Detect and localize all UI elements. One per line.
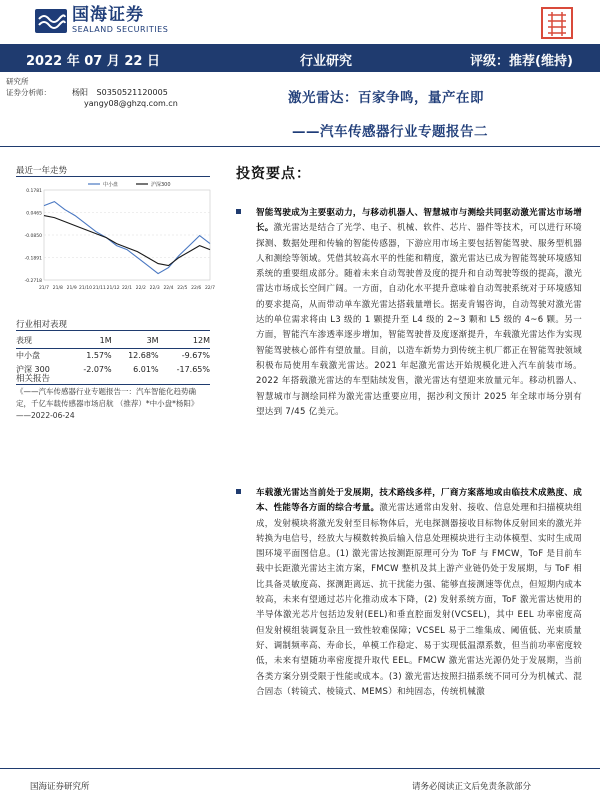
series-line-2 [44,216,210,266]
y-tick-label: -0.0850 [24,234,42,239]
x-tick-label: 22/1 [121,286,133,291]
y-tick-label: -0.1891 [24,256,42,262]
header-banner [0,44,600,72]
x-tick-label: 22/5 [177,286,188,291]
x-tick-label: 21/7 [38,286,50,291]
table-cell: 沪深 300 [16,364,50,374]
x-tick-label: 21/9 [66,286,77,291]
table-header-row [16,334,210,348]
seal-stamp-icon [540,6,574,40]
performance-heading: 行业相对表现 [16,320,68,330]
footer-disclaimer[interactable]: 请务必阅读正文后免责条款部分 [412,782,532,792]
x-tick-label: 21/11 [92,286,106,291]
x-tick-label: 22/2 [135,286,146,291]
x-tick-label: 22/6 [191,286,202,291]
x-tick-label: 21/10 [79,286,92,291]
table-header-cell: 表现 [16,334,68,348]
section-title: 投资要点： [236,166,311,182]
related-heading: 相关报告 [16,374,51,384]
key-point-2 [236,486,582,700]
analyst-license: S0350521120005 [96,88,168,97]
bullet-icon [236,209,241,214]
table-header-cell: 1M [68,334,112,348]
x-tick-label: 22/4 [163,286,174,291]
trend-chart [14,174,214,296]
table-cell: 中小盘 [16,350,40,360]
analyst-meta [72,87,178,109]
related-report-link[interactable]: 《——汽车传感器行业专题报告一：汽车智能化趋势确定，千亿车载传感器市场启航 （推荐）*中小盘*杨阳》——2022-06-24 [16,387,199,420]
x-tick-label: 22/3 [149,286,160,291]
table-cell: 12.68% [128,350,159,360]
legend-label: 中小盘 [103,182,119,188]
analyst-email[interactable]: yangy08@ghzq.com.cn [84,99,178,108]
key-point-body: 激光雷达通常由发射、接收、信息处理和扫描模块组成，发射模块将激光发射至目标物体后，光电探测器接收目标物体反射回来的激光并转换为电信号，经放大与模数转换后输入信息处理模块进行主动体模型、实时生成周围环境平面图信息。(1) 激光雷达按测距原理可分为 ToF 与 FMCW，ToF 是目前车载中长距激光雷达主流方案，FMCW 整机及其上游产业链仍处于发展期，与 ToF 相比具备灵敏度高、探测距离远、抗干扰能力强、能够直接测速等优点，但短期内成本较高，未来有望通过芯片化推动成本下降，(2) 发射系统方面，ToF 激光雷达使用的半导体激光芯片包括边发射(EEL)和垂直腔面发射(VCSEL)，其中 EEL 功率密度高但发射模组装调复杂且一致性较难保障；VCSEL 易于二维集成、阈值低、光束质量好、调制频率高、寿命长，单模工作稳定、易于实现低温漂系数，但当前功率密度较低，未来有望随功率密度提升取代 EEL。FMCW 激光雷达光源仍处于发展期，当前各类方案分别受限于性能或成本。(3) 激光雷达按照扫描系统不同可分为机械式、混合固态（转镜式、棱镜式、MEMS）和纯固态，传统机械激 [256,503,583,697]
key-point-lead: 车载激光雷达当前处于发展期，技术路线多样，厂商方案落地或由临技术成熟度、成本、性能等各方面的综合考量。 [256,488,582,514]
key-point-1 [236,206,582,420]
report-rating: 评级：推荐(维持) [470,54,573,69]
table-header-cell: 12M [159,334,210,348]
footer-source: 国海证券研究所 [30,782,90,792]
key-point-body: 激光雷达是结合了光学、电子、机械、软件、芯片、器件等技术，可以进行环境探测、数据处理和传输的智能传感器，下游应用市场主要包括智能驾驶、服务型机器人和测绘等领域。凭借其较高水平的性能和精度，激光雷达已成为智能驾驶环境感知系统的重要组成部分。随着未来自动驾驶普及度的提升和自动驾驶等级的提高，激光雷达市场成长空间广阔。一方面，自动化水平提升意味着自动驾驶系统对于环境感知的要求提高，从而带动单车激光雷达搭载量增长。据麦肯锡咨询，自动驾驶对激光雷达的单位需求将由 L3 级的 1 颗提升至 L4 级的 2~3 颗和 L5 级的 4~6 颗。另一方面，智能汽车渗透率逐步增加，智能驾驶普及度逐渐提升，车载激光雷达作为实现智能驾驶核心部件有望放量。目前，以造车新势力到传统主机厂都正在智能驾驶领域积极布局使用车载激光雷达。2021 年起激光雷达开始规模化进入汽车前装市场。2022 年搭载激光雷达的车型陆续发售，激光雷达有望迎来放量元年。移动机器人、智慧城市与测绘同样为激光雷达重要应用，据沙利文预计 2025 年全球市场分别有望达到 7/45 亿美元。 [256,223,582,417]
x-tick-label: 22/7 [204,286,216,291]
analyst-name: 杨阳 [72,88,88,97]
title-divider [0,146,600,147]
related-heading-rule [16,384,210,385]
bullet-icon [236,489,241,494]
report-subtitle: ——汽车传感器行业专题报告二 [292,124,488,140]
analyst-roles [6,76,51,98]
y-tick-label: -0.2718 [24,279,42,284]
brand-name-en: SEALAND SECURITIES [72,25,169,34]
analyst-dept: 研究所 [6,77,29,86]
key-point-lead: 智能驾驶成为主要驱动力，与移动机器人、智慧城市与测绘共同驱动激光雷达市场增长。 [256,208,582,234]
legend-label: 沪深300 [151,182,171,188]
table-cell: 1.57% [86,350,112,360]
y-tick-label: 0.0465 [26,211,42,217]
performance-table [16,334,210,376]
table-cell: -9.67% [181,350,210,360]
table-row [16,348,210,362]
footer-divider [0,768,600,769]
table-header-cell: 3M [112,334,159,348]
report-date: 2022 年 07 月 22 日 [26,54,160,69]
y-tick-label: 0.1781 [26,189,42,194]
table-cell: -2.07% [83,364,112,374]
chart-heading: 最近一年走势 [16,166,68,176]
brand-name-cn: 国海证券 [72,5,144,25]
table-cell: 6.01% [133,364,159,374]
x-tick-label: 21/8 [52,286,63,291]
brand-logo [34,6,168,35]
table-cell: -17.65% [176,364,210,374]
sealand-logo-icon [34,7,68,35]
report-title: 激光雷达：百家争鸣，量产在即 [288,90,484,106]
report-category: 行业研究 [300,54,353,69]
analyst-title: 证券分析师： [6,88,51,97]
x-tick-label: 21/12 [106,286,120,291]
performance-heading-rule [16,330,210,331]
